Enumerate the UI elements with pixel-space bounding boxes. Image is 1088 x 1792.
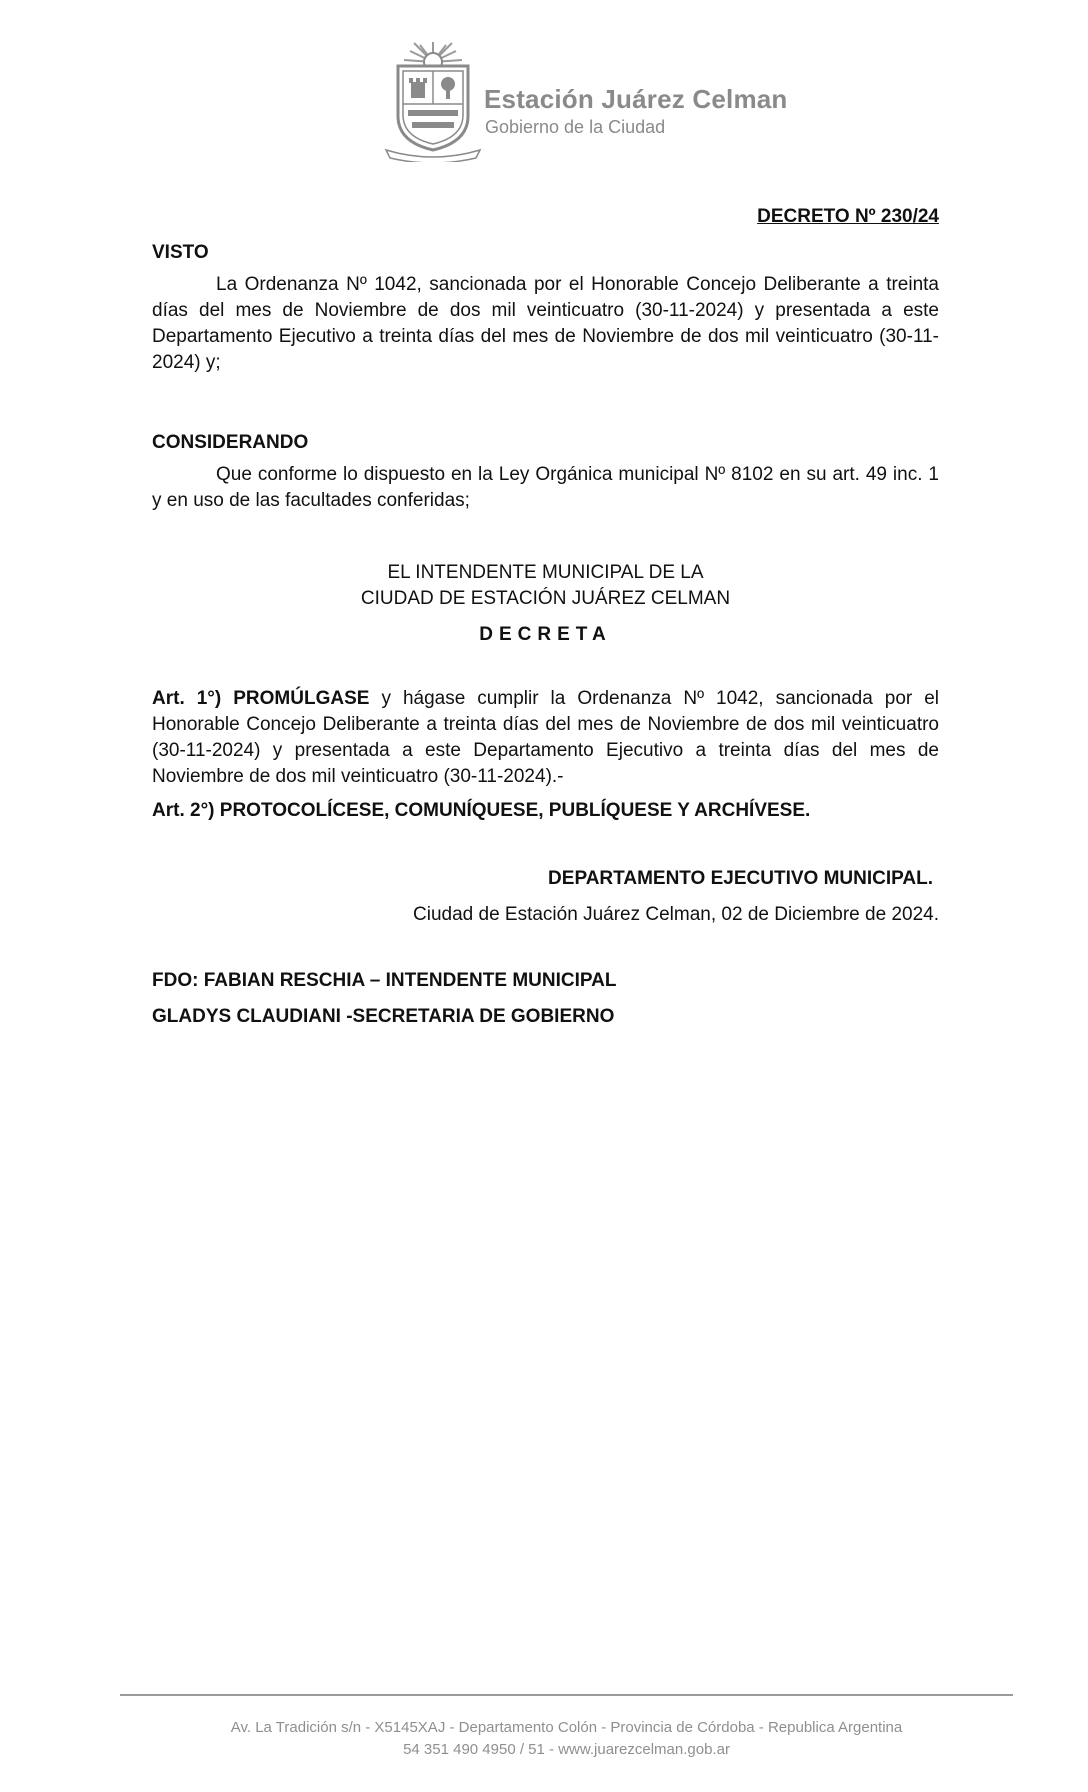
article-2-text: PROTOCOLÍCESE, COMUNÍQUESE, PUBLÍQUESE Y ARCHÍVESE. xyxy=(219,800,811,821)
signature-1: FDO: FABIAN RESCHIA – INTENDENTE MUNICIPAL xyxy=(152,970,617,991)
decree-number: DECRETO Nº 230/24 xyxy=(757,206,939,227)
signature-2: GLADYS CLAUDIANI -SECRETARIA DE GOBIERNO xyxy=(152,1006,615,1027)
org-subtitle: Gobierno de la Ciudad xyxy=(485,117,666,137)
article-2-label: Art. 2°) xyxy=(152,800,215,821)
visto-paragraph: La Ordenanza Nº 1042, sancionada por el Honorable Concejo Deliberante a treinta días del mes de Noviembre de dos mil veinticuatro (30-11-2024) y presentada a este Departamento Ejecutivo a treinta días del mes de Noviembre de dos mil veinticuatro (30-11-2024) y; xyxy=(152,274,939,373)
footer-divider xyxy=(120,1694,1013,1696)
considerando-paragraph: Que conforme lo dispuesto en la Ley Orgánica municipal Nº 8102 en su art. 49 inc. 1 y en uso de las facultades conferidas; xyxy=(152,464,939,511)
article-1-text: y hágase cumplir la Ordenanza Nº 1042, sancionada por el Honorable Concejo Deliberante a treinta días del mes de Noviembre de dos mil veinticuatro (30-11-2024) y presentada a este Departamento Ejecutivo a treinta días del mes de Noviembre de dos mil veinticuatro (30-11-2024).- xyxy=(152,688,940,787)
article-1 xyxy=(152,686,939,790)
footer-contact: 54 351 490 4950 / 51 - www.juarezcelman.gob.ar xyxy=(403,1741,730,1758)
department-name: DEPARTAMENTO EJECUTIVO MUNICIPAL. xyxy=(548,868,933,889)
letterhead xyxy=(384,38,788,162)
considerando-heading: CONSIDERANDO xyxy=(152,432,309,453)
decreta-heading: DECRETA xyxy=(479,624,612,645)
footer xyxy=(120,1717,1013,1761)
org-name: Estación Juárez Celman xyxy=(484,84,788,114)
place-date: Ciudad de Estación Juárez Celman, 02 de Diciembre de 2024. xyxy=(413,904,939,925)
decree-body xyxy=(152,204,939,1030)
article-1-keyword: PROMÚLGASE xyxy=(233,688,370,709)
authority-line-1: EL INTENDENTE MUNICIPAL DE LA xyxy=(387,562,704,583)
article-2 xyxy=(152,798,939,824)
article-1-label: Art. 1°) xyxy=(152,688,222,709)
coat-of-arms-icon xyxy=(384,38,482,162)
authority-line-2: CIUDAD DE ESTACIÓN JUÁREZ CELMAN xyxy=(360,588,731,609)
visto-heading: VISTO xyxy=(152,242,209,263)
footer-address: Av. La Tradición s/n - X5145XAJ - Departamento Colón - Provincia de Córdoba - Republica Argentina xyxy=(230,1719,903,1736)
